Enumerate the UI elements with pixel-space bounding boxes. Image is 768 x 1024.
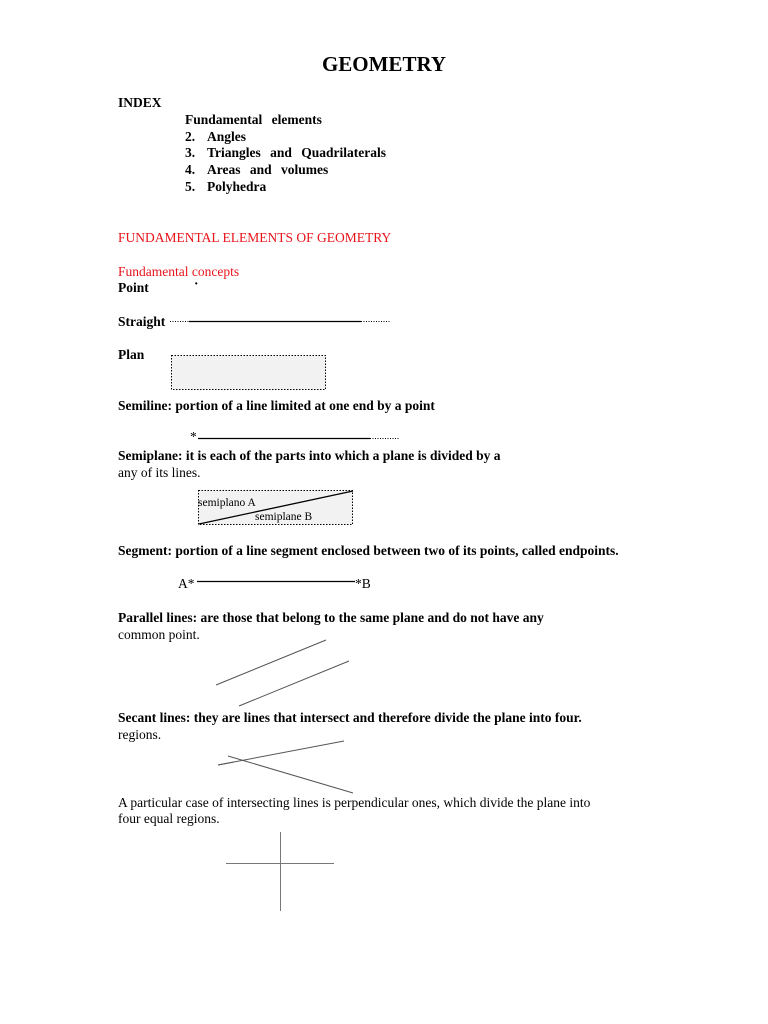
index-item-label: Areas and volumes — [207, 162, 329, 177]
secant-definition: Secant lines: they are lines that intersect and therefore divide the plane into four. — [118, 710, 582, 725]
perpendicular-lines-diagram — [224, 830, 340, 914]
parallel-definition-cont: common point. — [118, 627, 200, 642]
index-item-label: Triangles and Quadrilaterals — [207, 145, 387, 160]
index-heading: INDEX — [118, 95, 162, 110]
section-heading: FUNDAMENTAL ELEMENTS OF GEOMETRY — [118, 230, 392, 245]
point-mark: · — [194, 276, 199, 291]
index-item-number: 2. — [185, 129, 196, 144]
segment-end-label: *B — [355, 576, 371, 591]
plan-label: Plan — [118, 347, 145, 362]
straight-label: Straight — [118, 314, 166, 329]
semiplane-b-label: semiplane B — [255, 511, 313, 523]
segment-definition: Segment: portion of a line segment enclosed between two of its points, called endpoints. — [118, 543, 619, 558]
index-item-4 — [185, 162, 328, 178]
index-item-number: 4. — [185, 162, 196, 177]
index-item-number: 3. — [185, 145, 196, 160]
secant-definition-cont: regions. — [118, 727, 162, 742]
semiline-endpoint: * — [190, 429, 197, 444]
parallel-definition: Parallel lines: are those that belong to the same plane and do not have any — [118, 610, 544, 625]
parallel-lines-diagram — [214, 638, 354, 710]
page-title: GEOMETRY — [321, 52, 447, 76]
semiplane-a-label: semiplano A — [198, 497, 256, 509]
secant-lines-diagram — [214, 738, 359, 796]
segment-line — [197, 577, 357, 587]
index-item-3 — [185, 145, 386, 161]
semiplane-diagram — [197, 489, 355, 526]
semiplane-definition: Semiplane: it is each of the parts into which a plane is divided by a — [118, 448, 501, 463]
perpendicular-text-line-1: A particular case of intersecting lines is perpendicular ones, which divide the plane into — [118, 795, 591, 810]
semiplane-definition-cont: any of its lines. — [118, 465, 201, 480]
segment-start-label: A* — [178, 576, 195, 591]
straight-line-diagram — [170, 315, 392, 329]
point-label: Point — [118, 280, 149, 295]
index-item-1: Fundamental elements — [185, 112, 322, 127]
index-item-label: Angles — [207, 129, 247, 144]
index-item-2 — [185, 129, 246, 145]
semiline-definition: Semiline: portion of a line limited at one end by a point — [118, 398, 435, 413]
index-item-number: 5. — [185, 179, 196, 194]
plane-rectangle — [170, 354, 328, 392]
subsection-heading: Fundamental concepts — [118, 264, 240, 279]
index-item-5 — [185, 179, 266, 195]
index-item-label: Polyhedra — [207, 179, 267, 194]
semiline-diagram — [198, 432, 402, 444]
perpendicular-text-line-2: four equal regions. — [118, 811, 220, 826]
